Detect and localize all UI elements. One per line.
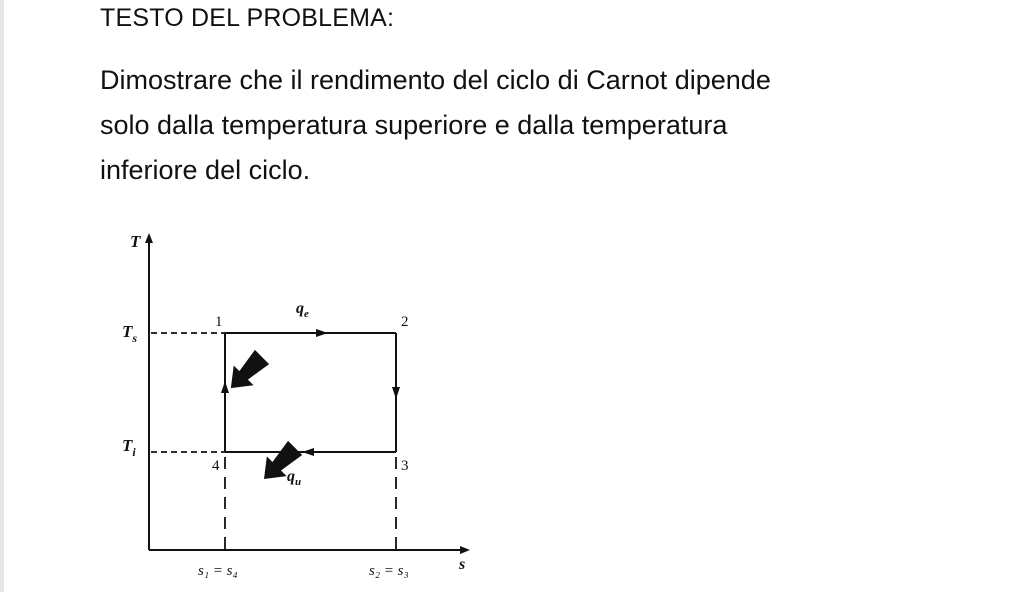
t-lower-main: T [122, 436, 133, 455]
t-upper-main: T [122, 322, 133, 341]
point-2-label: 2 [401, 314, 409, 330]
problem-text [100, 58, 920, 193]
t-lower-label [122, 436, 136, 459]
point-1-label: 1 [215, 314, 223, 330]
problem-line-2: solo dalla temperatura superiore e dalla temperatura [100, 110, 728, 140]
carnot-ts-svg [104, 225, 484, 585]
problem-heading: TESTO DEL PROBLEMA: [100, 4, 395, 32]
y-axis-arrow-icon [145, 233, 153, 243]
t-upper-sub: s [132, 331, 138, 345]
arrow-4-1-icon [221, 381, 229, 393]
arrow-3-4-icon [302, 448, 314, 456]
q-out-sub: u [295, 476, 302, 488]
s-left-label: s₁ = s₄ [198, 563, 238, 579]
arrow-1-2-icon [316, 329, 328, 337]
point-4-label: 4 [212, 458, 220, 474]
carnot-ts-diagram [104, 225, 484, 585]
y-axis-label: T [130, 232, 141, 251]
x-axis-label: s [459, 556, 466, 573]
q-out-label [287, 468, 301, 488]
t-upper-label [122, 322, 137, 345]
heat-in-arrow-icon [221, 347, 272, 398]
q-in-label [296, 300, 309, 320]
s-right-label: s₂ = s₃ [369, 563, 409, 579]
q-in-sub: e [304, 308, 309, 320]
problem-line-1: Dimostrare che il rendimento del ciclo di Carnot dipende [100, 65, 771, 95]
arrow-2-3-icon [392, 387, 400, 399]
x-axis-arrow-icon [460, 546, 470, 554]
problem-line-3: inferiore del ciclo. [100, 155, 311, 185]
q-out-main: q [287, 468, 295, 485]
point-3-label: 3 [401, 458, 409, 474]
q-in-main: q [296, 300, 304, 317]
t-lower-sub: i [132, 445, 136, 459]
